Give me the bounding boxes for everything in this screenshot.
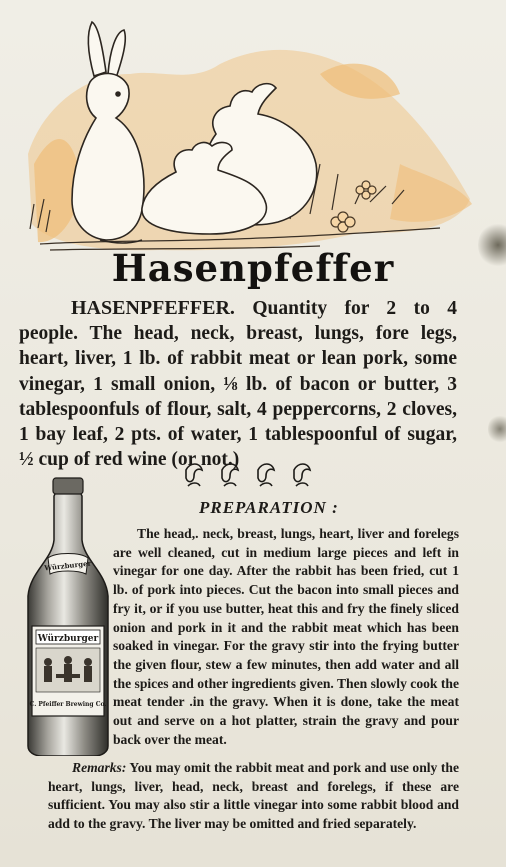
- ornament-icon: [258, 464, 274, 486]
- ingredients-lead: HASENPFEFFER.: [71, 297, 235, 319]
- label-brand-text: Würzburger: [37, 634, 99, 644]
- recipe-title: Hasenpfeffer: [111, 246, 395, 290]
- ingredients-paragraph: [19, 296, 457, 472]
- beer-bottle-illustration: [22, 476, 114, 756]
- remarks-text: You may omit the rabbit meat and pork and use only the heart, lungs, liver, head, neck, breast and forelegs, if these are sufficient. You may also stir a little vinegar into some rabbit blood and add to the gravy. The liver may be omitted and fried separately.: [48, 760, 459, 832]
- ornament-icon: [294, 464, 310, 486]
- neck-label-text: Würzburger: [43, 558, 92, 573]
- remarks-label: Remarks:: [72, 760, 127, 775]
- ornament-row: [178, 462, 328, 488]
- preparation-paragraph: [113, 525, 459, 749]
- paper-stain-small: [488, 414, 506, 444]
- ingredients-text: Quantity for 2 to 4 people. The head, neck, breast, lungs, fore legs, heart, liver, 1 lb. of rabbit meat or lean pork, some vinegar, 1 small onion, ⅛ lb. of bacon or butter, 3 tablespoonfuls of flour, salt, 4 peppercorns, 2 cloves, 1 bay leaf, 2 pts. of water, 1 tablespoonful of sugar, ½ cup of red wine (or not.): [19, 298, 457, 471]
- label-maker-text: C. Pfeiffer Brewing Co.: [29, 701, 107, 708]
- ornament-icon: [222, 464, 238, 486]
- preparation-heading: PREPARATION :: [199, 498, 339, 517]
- rabbit-illustration: [20, 14, 490, 262]
- preparation-text: The head,. neck, breast, lungs, heart, liver and forelegs are well cleaned, cut in medium large pieces and left in vinegar for one day. After the rabbit has been fried, cut 1 lb. of pork into pieces. Cut the bacon into small pieces and fry it, or if you use butter, heat this and fry the finely sliced onion and pork in it and the rabbit meat which has been soaked in vinegar. For the gravy stir into the frying butter the given flour, stew a few minutes, then add water and all the spices and other ingredients given. Then slowly cook the meat tender .in the gravy. When it is done, take the meat out and serve on a hot platter, strain the gravy and pour back over the meat.: [113, 526, 459, 747]
- remarks-paragraph: [48, 759, 459, 834]
- ornament-icon: [186, 464, 202, 486]
